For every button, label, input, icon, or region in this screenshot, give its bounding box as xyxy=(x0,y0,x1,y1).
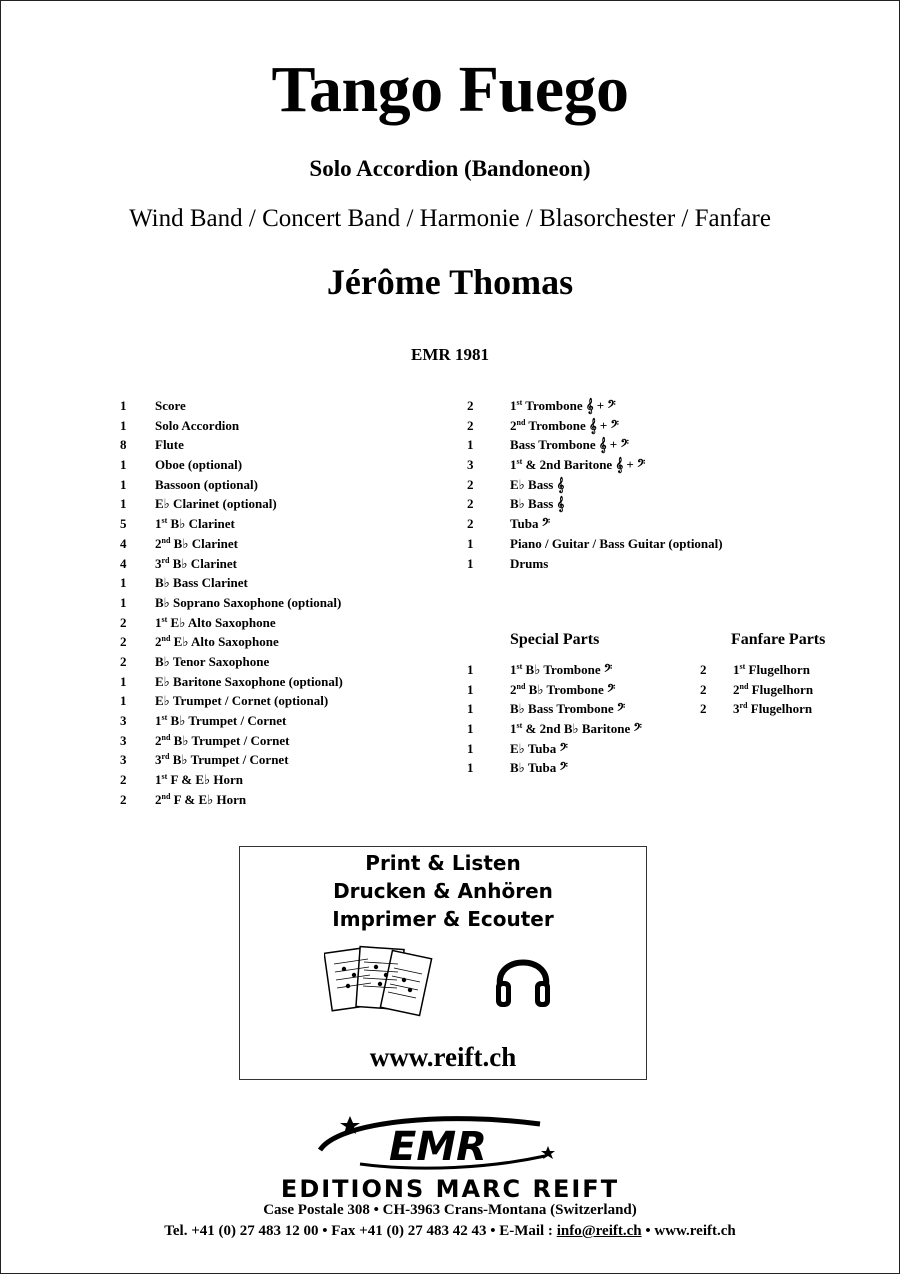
part-name: 2nd Flugelhorn xyxy=(733,681,814,697)
ensemble-line: Wind Band / Concert Band / Harmonie / Blasorchester / Fanfare xyxy=(129,205,771,232)
part-name: 1st B♭ Clarinet xyxy=(155,516,235,532)
contact-phone-fax: Tel. +41 (0) 27 483 12 00 • Fax +41 (0) 27 483 42 43 • E-Mail : xyxy=(164,1223,557,1239)
svg-text:EMR: EMR xyxy=(389,1124,487,1170)
promo-line-3: Imprimer & Ecouter xyxy=(332,907,554,931)
catalog-number: EMR 1981 xyxy=(411,345,489,364)
part-quantity: 2 xyxy=(120,791,127,807)
promo-line-2: Drucken & Anhören xyxy=(333,879,553,903)
part-name: E♭ Baritone Saxophone (optional) xyxy=(155,673,343,689)
part-name: 2nd Trombone 𝄞 + 𝄢 xyxy=(510,417,619,433)
part-name: 2nd E♭ Alto Saxophone xyxy=(155,634,279,650)
part-quantity: 1 xyxy=(467,721,474,737)
part-quantity: 4 xyxy=(120,535,127,551)
special-parts-heading: Special Parts xyxy=(510,631,600,648)
part-name: 1st F & E♭ Horn xyxy=(155,772,243,788)
part-quantity: 1 xyxy=(120,476,127,492)
part-name: 1st E♭ Alto Saxophone xyxy=(155,614,276,630)
part-quantity: 3 xyxy=(467,457,474,473)
part-quantity: 3 xyxy=(120,732,127,748)
part-quantity: 2 xyxy=(120,772,127,788)
part-name: 2nd F & E♭ Horn xyxy=(155,791,247,807)
part-quantity: 2 xyxy=(467,476,474,492)
promo-line-1: Print & Listen xyxy=(365,851,521,875)
part-quantity: 4 xyxy=(120,555,127,571)
part-quantity: 2 xyxy=(700,701,707,717)
part-name: Bass Trombone 𝄞 + 𝄢 xyxy=(510,437,629,453)
email-link[interactable]: info@reift.ch xyxy=(556,1223,642,1239)
part-name: B♭ Tenor Saxophone xyxy=(155,653,270,669)
part-name: B♭ Tuba 𝄢 xyxy=(510,760,568,776)
part-name: Score xyxy=(155,398,186,413)
part-quantity: 1 xyxy=(120,575,127,591)
part-name: 3rd B♭ Clarinet xyxy=(155,555,238,571)
part-name: 2nd B♭ Trumpet / Cornet xyxy=(155,732,290,748)
part-quantity: 1 xyxy=(120,457,127,473)
part-quantity: 1 xyxy=(467,555,474,571)
part-quantity: 2 xyxy=(467,417,474,433)
part-name: B♭ Bass Clarinet xyxy=(155,575,248,591)
part-quantity: 1 xyxy=(120,496,127,512)
part-name: 3rd B♭ Trumpet / Cornet xyxy=(155,752,289,768)
composer-name: Jérôme Thomas xyxy=(326,262,574,302)
publisher-name: EDITIONS MARC REIFT xyxy=(280,1175,620,1203)
sheet-music-icon xyxy=(324,942,436,1024)
emr-logo-icon xyxy=(310,1110,570,1170)
part-quantity: 1 xyxy=(120,417,127,433)
part-name: 1st Trombone 𝄞 + 𝄢 xyxy=(510,398,616,413)
part-name: E♭ Trumpet / Cornet (optional) xyxy=(155,693,329,709)
part-name: 3rd Flugelhorn xyxy=(733,701,813,717)
part-quantity: 1 xyxy=(467,535,474,551)
contact-website: • www.reift.ch xyxy=(641,1223,736,1239)
part-name: 2nd B♭ Trombone 𝄢 xyxy=(510,681,616,697)
part-quantity: 2 xyxy=(120,634,127,650)
part-quantity: 3 xyxy=(120,752,127,768)
print-listen-box[interactable] xyxy=(239,846,647,1080)
part-name: E♭ Tuba 𝄢 xyxy=(510,740,568,756)
promo-website-link[interactable]: www.reift.ch xyxy=(369,1042,517,1072)
solo-instrument: Solo Accordion (Bandoneon) xyxy=(309,156,591,181)
part-quantity: 1 xyxy=(467,437,474,453)
publisher-contact xyxy=(0,1221,900,1241)
fanfare-parts-heading: Fanfare Parts xyxy=(731,631,826,648)
part-quantity: 2 xyxy=(700,662,707,677)
part-name: E♭ Clarinet (optional) xyxy=(155,496,277,512)
part-quantity: 5 xyxy=(120,516,127,532)
part-name: Oboe (optional) xyxy=(155,457,243,473)
part-name: Solo Accordion xyxy=(155,417,240,433)
part-quantity: 1 xyxy=(467,701,474,717)
part-name: 2nd B♭ Clarinet xyxy=(155,535,238,551)
part-quantity: 2 xyxy=(467,496,474,512)
part-quantity: 1 xyxy=(120,673,127,689)
part-name: Flute xyxy=(155,437,184,453)
part-name: E♭ Bass 𝄞 xyxy=(510,476,565,492)
part-quantity: 1 xyxy=(120,693,127,709)
part-quantity: 2 xyxy=(120,653,127,669)
part-name: 1st & 2nd B♭ Baritone 𝄢 xyxy=(510,721,642,737)
part-name: Piano / Guitar / Bass Guitar (optional) xyxy=(510,535,723,551)
part-quantity: 1 xyxy=(467,760,474,776)
part-quantity: 2 xyxy=(467,516,474,532)
part-name: Bassoon (optional) xyxy=(155,476,258,492)
piece-title: Tango Fuego xyxy=(271,53,629,126)
part-quantity: 2 xyxy=(700,681,707,697)
part-quantity: 3 xyxy=(120,713,127,728)
part-quantity: 2 xyxy=(120,614,127,630)
part-name: 1st B♭ Trombone 𝄢 xyxy=(510,662,613,677)
part-name: B♭ Bass 𝄞 xyxy=(510,496,565,512)
part-quantity: 1 xyxy=(120,398,127,413)
part-name: B♭ Bass Trombone 𝄢 xyxy=(510,701,626,717)
part-quantity: 2 xyxy=(467,398,474,413)
part-quantity: 1 xyxy=(467,681,474,697)
part-name: 1st Flugelhorn xyxy=(733,662,810,677)
part-name: 1st B♭ Trumpet / Cornet xyxy=(155,713,287,728)
part-quantity: 1 xyxy=(467,662,474,677)
part-quantity: 8 xyxy=(120,437,127,453)
part-quantity: 1 xyxy=(467,740,474,756)
part-name: Drums xyxy=(510,555,549,571)
part-quantity: 1 xyxy=(120,594,127,610)
part-name: Tuba 𝄢 xyxy=(510,516,551,532)
headphones-icon xyxy=(492,945,554,1011)
part-name: 1st & 2nd Baritone 𝄞 + 𝄢 xyxy=(510,457,646,473)
part-name: B♭ Soprano Saxophone (optional) xyxy=(155,594,342,610)
publisher-address: Case Postale 308 • CH-3963 Crans-Montana (Switzerland) xyxy=(263,1202,637,1218)
